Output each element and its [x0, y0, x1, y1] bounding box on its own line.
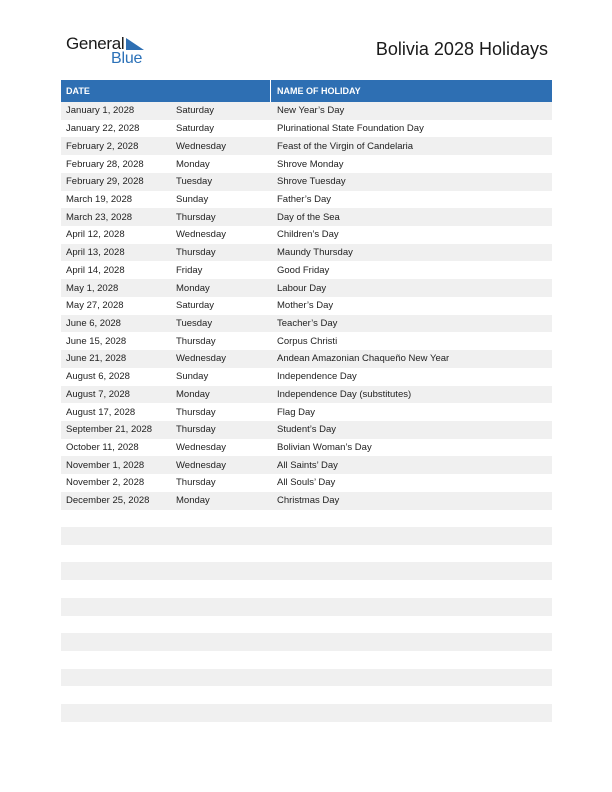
cell-weekday: Wednesday [176, 140, 226, 152]
cell-weekday: Saturday [176, 300, 215, 312]
brand-logo [66, 34, 166, 68]
cell-holiday-name: Good Friday [277, 264, 330, 276]
cell-weekday: Wednesday [176, 229, 226, 241]
table-row [61, 191, 552, 209]
empty-rows [61, 527, 552, 722]
table-row [61, 439, 552, 457]
cell-holiday-name: Feast of the Virgin of Candelaria [277, 140, 414, 152]
table-body [61, 102, 552, 510]
empty-row [61, 598, 552, 616]
header-date: DATE [61, 80, 271, 102]
cell-date: June 21, 2028 [66, 353, 127, 365]
table-row [61, 456, 552, 474]
cell-holiday-name: Flag Day [277, 406, 316, 418]
table-header [61, 80, 552, 102]
cell-date: December 25, 2028 [66, 495, 150, 507]
page-title: Bolivia 2028 Holidays [375, 39, 548, 59]
cell-weekday: Monday [176, 158, 210, 170]
table-row [61, 208, 552, 226]
cell-weekday: Friday [176, 264, 203, 276]
empty-row [61, 669, 552, 687]
empty-row [61, 562, 552, 580]
cell-weekday: Thursday [176, 211, 216, 223]
cell-date: September 21, 2028 [66, 424, 153, 436]
cell-holiday-name: Shrove Monday [277, 158, 344, 170]
empty-row [61, 686, 552, 704]
cell-weekday: Monday [176, 282, 210, 294]
cell-weekday: Wednesday [176, 442, 226, 454]
empty-row [61, 651, 552, 669]
cell-date: March 23, 2028 [66, 211, 133, 223]
logo-triangle-icon [124, 38, 144, 50]
cell-weekday: Thursday [176, 406, 216, 418]
cell-holiday-name: Independence Day (substitutes) [277, 388, 412, 400]
table-row [61, 474, 552, 492]
cell-weekday: Sunday [176, 371, 209, 383]
cell-date: October 11, 2028 [66, 442, 139, 454]
cell-holiday-name: Independence Day [277, 371, 357, 383]
table-row [61, 386, 552, 404]
cell-holiday-name: Andean Amazonian Chaqueño New Year [277, 353, 450, 365]
cell-date: August 17, 2028 [66, 406, 136, 418]
cell-holiday-name: Plurinational State Foundation Day [277, 123, 424, 135]
cell-date: February 2, 2028 [66, 140, 139, 152]
cell-weekday: Thursday [176, 335, 216, 347]
cell-weekday: Thursday [176, 477, 216, 489]
cell-holiday-name: All Souls’ Day [277, 477, 336, 489]
cell-weekday: Monday [176, 495, 210, 507]
table-row [61, 155, 552, 173]
cell-holiday-name: Father’s Day [277, 193, 332, 205]
cell-weekday: Thursday [176, 424, 216, 436]
cell-date: April 14, 2028 [66, 264, 125, 276]
cell-weekday: Wednesday [176, 459, 226, 471]
table-row [61, 120, 552, 138]
cell-holiday-name: Christmas Day [277, 495, 340, 507]
table-row [61, 492, 552, 510]
cell-weekday: Monday [176, 388, 210, 400]
cell-holiday-name: Maundy Thursday [277, 247, 353, 259]
cell-holiday-name: All Saints’ Day [277, 459, 338, 471]
cell-holiday-name: Bolivian Woman’s Day [277, 442, 372, 454]
table-row [61, 226, 552, 244]
cell-date: April 12, 2028 [66, 229, 125, 241]
cell-date: January 1, 2028 [66, 105, 135, 117]
cell-date: March 19, 2028 [66, 193, 133, 205]
logo-word-general: General [66, 34, 125, 53]
cell-holiday-name: Children’s Day [277, 229, 339, 241]
cell-date: May 1, 2028 [66, 282, 119, 294]
cell-weekday: Tuesday [176, 317, 213, 329]
table-row [61, 368, 552, 386]
cell-holiday-name: Teacher’s Day [277, 317, 338, 329]
empty-row [61, 527, 552, 545]
cell-weekday: Thursday [176, 247, 216, 259]
cell-date: August 7, 2028 [66, 388, 130, 400]
empty-row [61, 704, 552, 722]
table-row [61, 244, 552, 262]
table-row [61, 403, 552, 421]
cell-holiday-name: New Year’s Day [277, 105, 345, 117]
table-row [61, 315, 552, 333]
empty-row [61, 580, 552, 598]
table-row [61, 297, 552, 315]
cell-weekday: Saturday [176, 105, 215, 117]
table-row [61, 350, 552, 368]
empty-row [61, 633, 552, 651]
cell-date: June 6, 2028 [66, 317, 121, 329]
table-row [61, 332, 552, 350]
cell-date: November 2, 2028 [66, 477, 145, 489]
cell-date: January 22, 2028 [66, 123, 140, 135]
logo-word-blue: Blue [111, 50, 143, 67]
cell-date: May 27, 2028 [66, 300, 124, 312]
header-holiday-name: NAME OF HOLIDAY [277, 86, 361, 96]
cell-holiday-name: Day of the Sea [277, 211, 340, 223]
cell-holiday-name: Shrove Tuesday [277, 176, 346, 188]
empty-row [61, 545, 552, 563]
cell-date: April 13, 2028 [66, 247, 125, 259]
cell-weekday: Sunday [176, 193, 209, 205]
cell-holiday-name: Student’s Day [277, 424, 336, 436]
holiday-table [61, 80, 552, 510]
cell-date: February 28, 2028 [66, 158, 144, 170]
cell-date: August 6, 2028 [66, 371, 130, 383]
cell-weekday: Tuesday [176, 176, 213, 188]
cell-holiday-name: Labour Day [277, 282, 327, 294]
table-row [61, 137, 552, 155]
empty-row [61, 616, 552, 634]
cell-date: November 1, 2028 [66, 459, 145, 471]
cell-weekday: Wednesday [176, 353, 226, 365]
table-row [61, 421, 552, 439]
table-row [61, 173, 552, 191]
table-row [61, 102, 552, 120]
cell-date: February 29, 2028 [66, 176, 144, 188]
cell-date: June 15, 2028 [66, 335, 127, 347]
cell-weekday: Saturday [176, 123, 215, 135]
table-row [61, 261, 552, 279]
cell-holiday-name: Corpus Christi [277, 335, 338, 347]
table-row [61, 279, 552, 297]
cell-holiday-name: Mother’s Day [277, 300, 334, 312]
